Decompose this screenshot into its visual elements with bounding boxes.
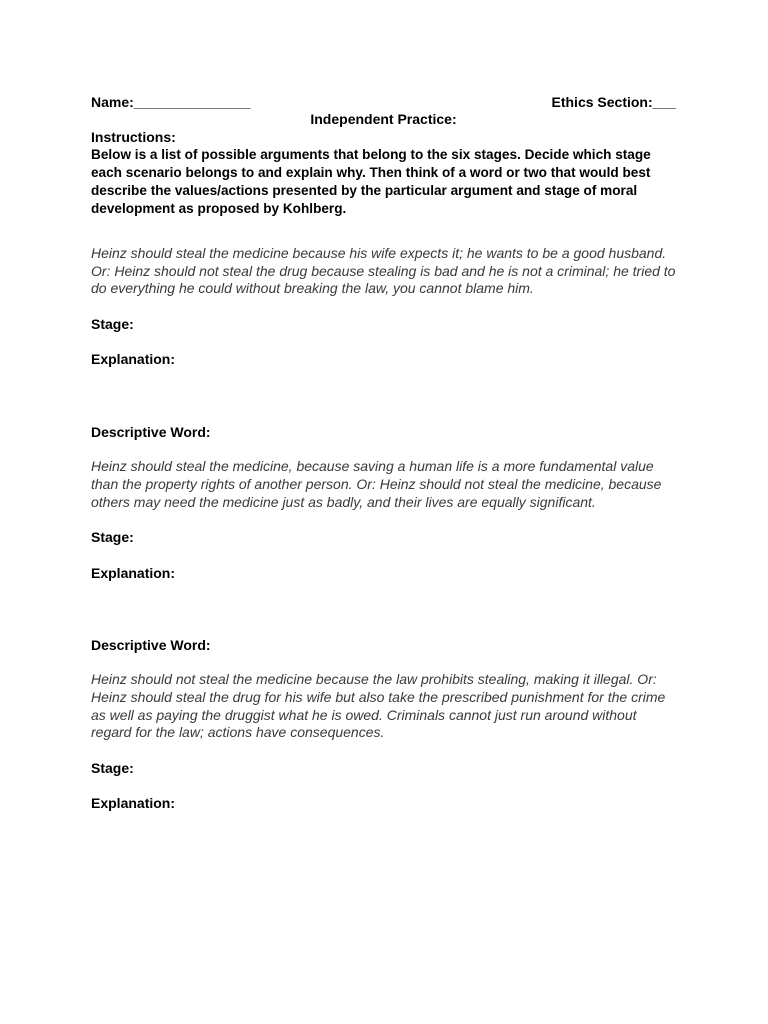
scenario-1-descriptive-word-label: Descriptive Word: [91, 424, 211, 441]
scenario-3-text: Heinz should not steal the medicine because the law prohibits stealing, making it illegal. Or: Heinz should steal the drug for his wife but also take the prescribed punishment for the crime as well as paying the druggist what he is owed. Criminals cannot just run around without regard for the law; actions have consequences. [91, 671, 666, 741]
name-field-label: Name:_______________ [91, 94, 251, 110]
ethics-section-label: Ethics Section:___ [551, 94, 676, 110]
scenario-2-descriptive-word-label: Descriptive Word: [91, 637, 211, 654]
page-title: Independent Practice: [310, 111, 457, 127]
worksheet-page [91, 92, 676, 812]
scenario-2-stage-label: Stage: [91, 529, 134, 546]
instructions-label: Instructions: [91, 129, 176, 145]
instructions-text: Below is a list of possible arguments that belong to the six stages. Decide which stage each scenario belongs to and explain why. Then think of a word or two that would best describe the values/actions presented by the particular argument and stage of moral development as proposed by Kohlberg. [91, 147, 651, 216]
scenario-2-text: Heinz should steal the medicine, because saving a human life is a more fundamental value than the property rights of another person. Or: Heinz should not steal the medicine, because others may need the medicine just as badly, and their lives are equally significant. [91, 458, 662, 510]
scenario-3-explanation-label: Explanation: [91, 795, 176, 812]
scenario-3-stage-label: Stage: [91, 760, 134, 777]
scenario-1-text: Heinz should steal the medicine because his wife expects it; he wants to be a good husband. Or: Heinz should not steal the drug because stealing is bad and he is not a criminal; he tried to do everything he could without breaking the law, you cannot blame him. [91, 245, 676, 297]
scenario-1-stage-label: Stage: [91, 316, 134, 333]
scenario-2-explanation-label: Explanation: [91, 565, 176, 582]
header-row [91, 92, 676, 112]
scenario-1-explanation-label: Explanation: [91, 351, 176, 368]
